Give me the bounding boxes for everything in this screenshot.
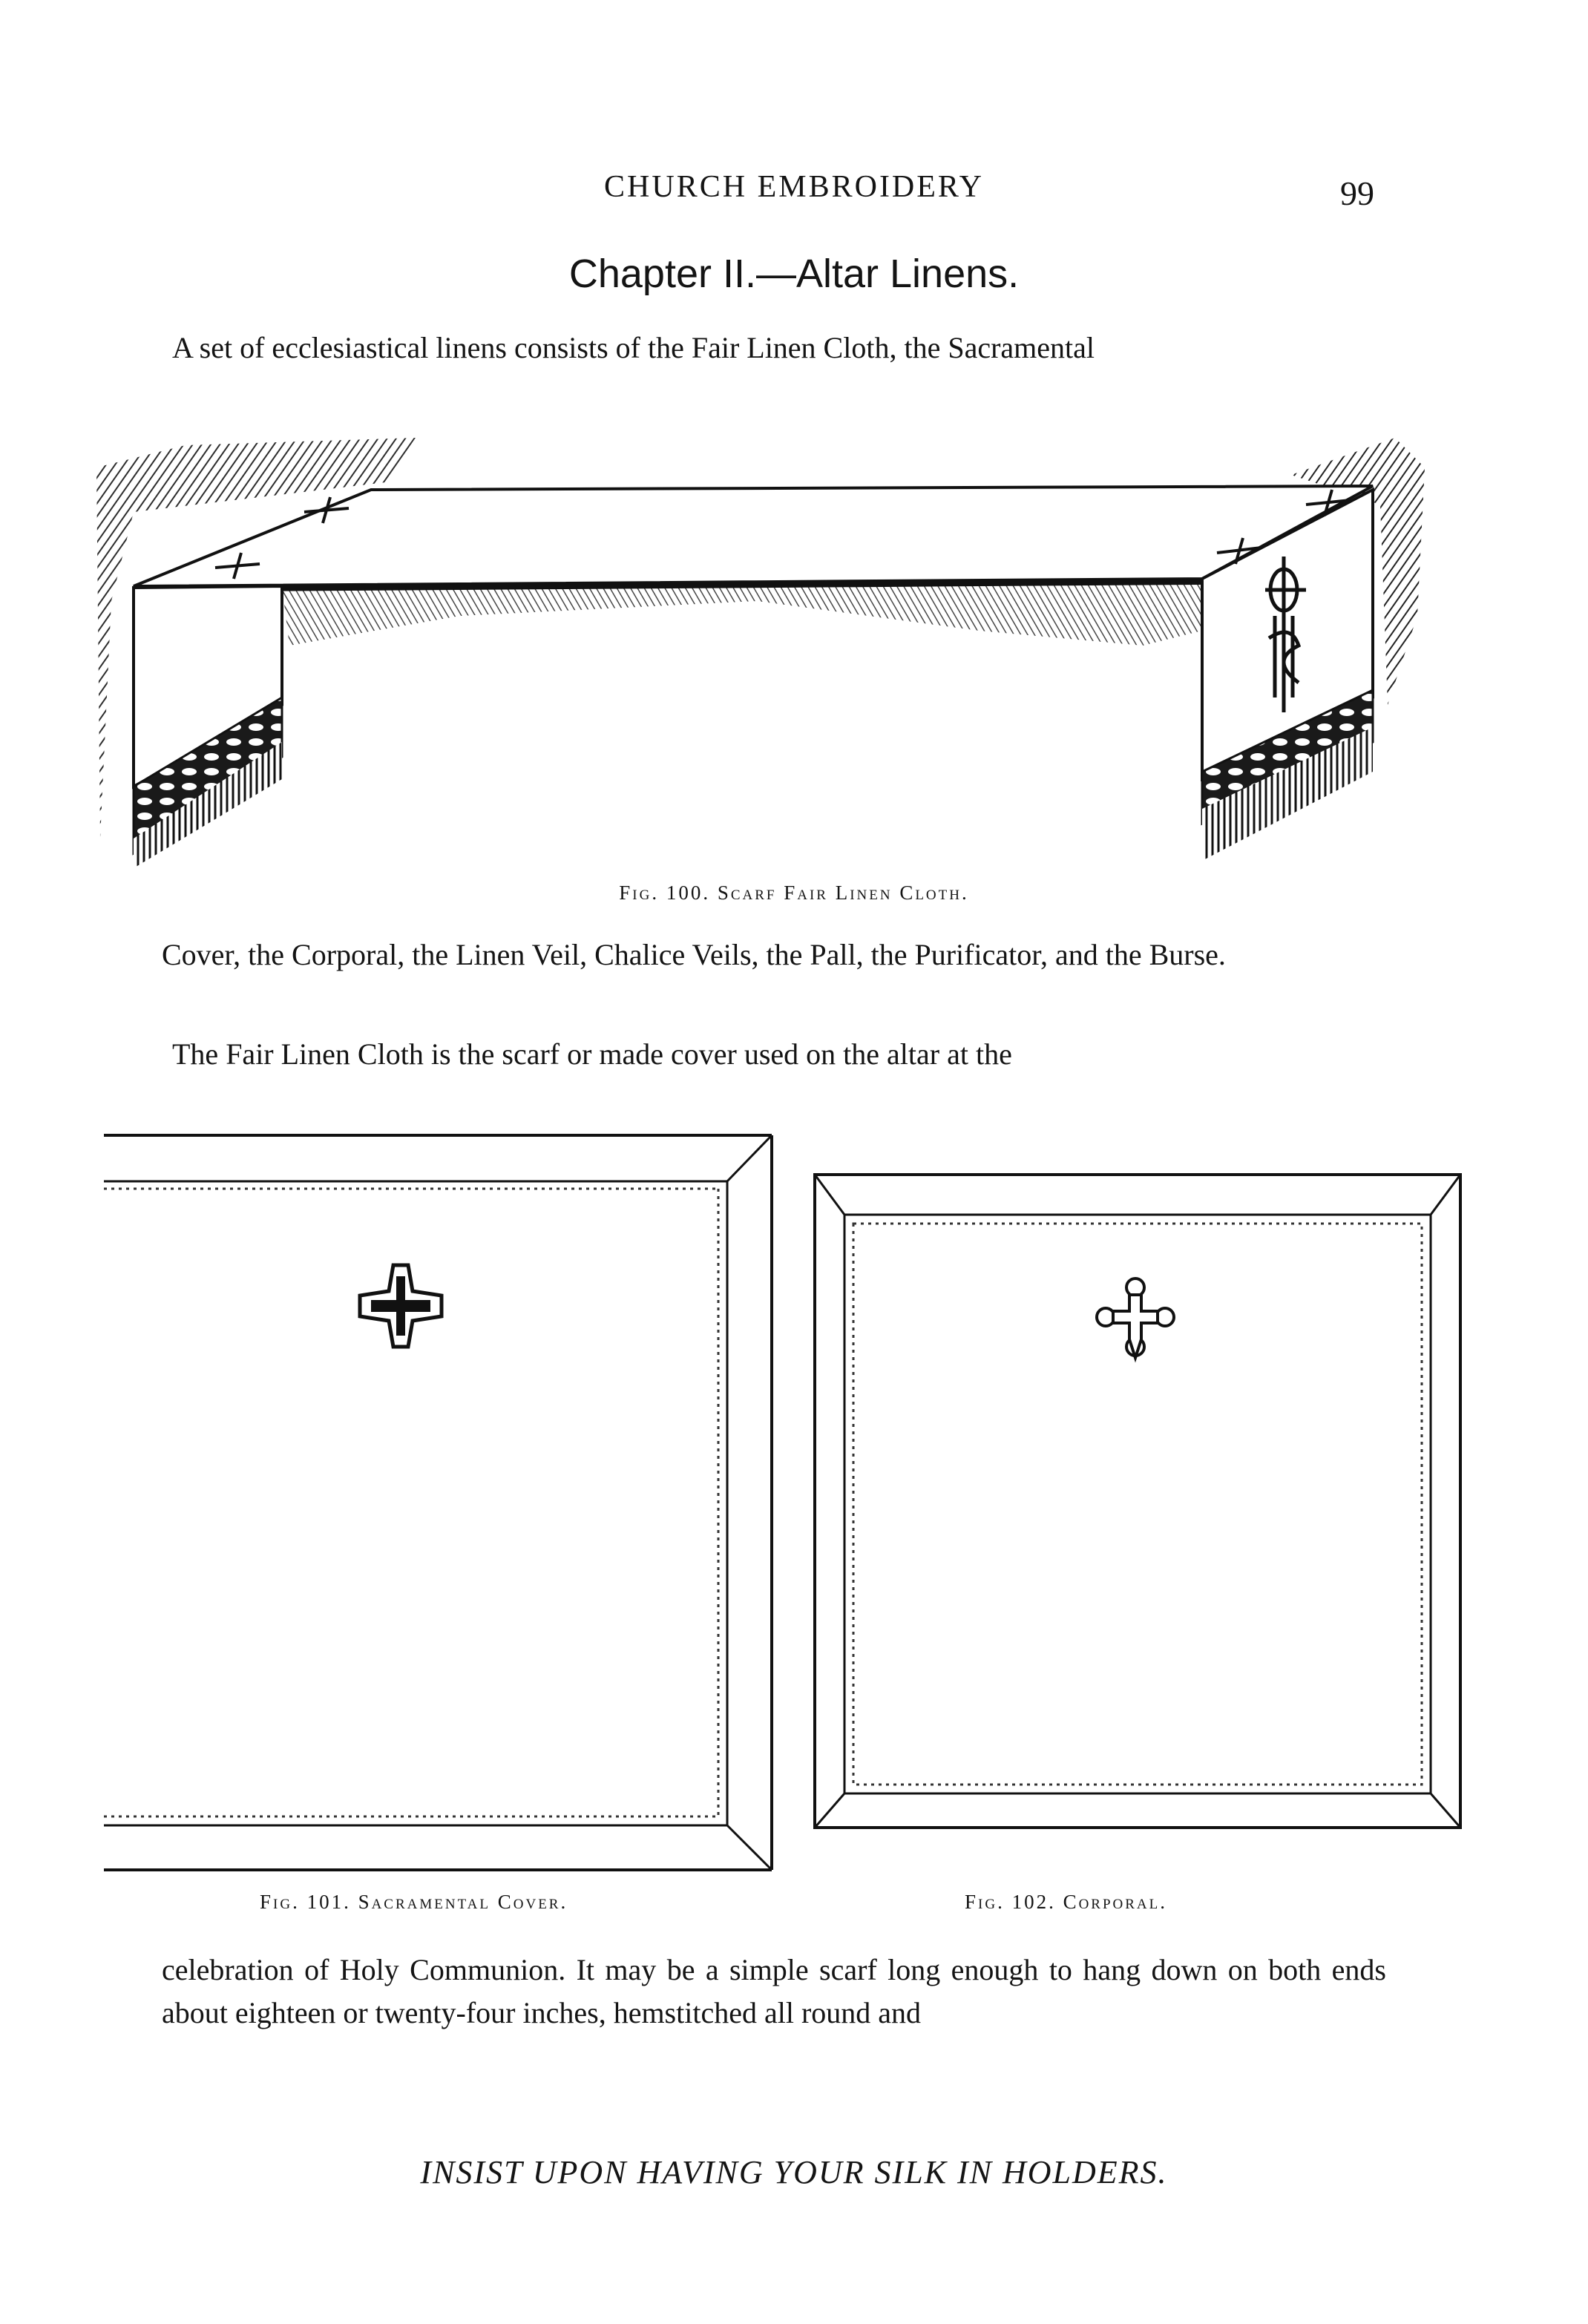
page-number: 99: [1340, 174, 1374, 212]
running-title: CHURCH EMBROIDERY: [604, 170, 984, 204]
paragraph-intro: A set of ecclesiastical linens consists of the Fair Linen Cloth, the Sacramental: [172, 331, 1095, 364]
figure-101-sacramental-cover: [104, 1128, 787, 1877]
figure-102-caption: Fig. 102. Corporal.: [965, 1891, 1168, 1913]
footer-notice: INSIST UPON HAVING YOUR SILK IN HOLDERS.: [420, 2154, 1168, 2190]
figure-100-altar-scarf: [89, 423, 1425, 883]
paragraph-linens-list: Cover, the Corporal, the Linen Veil, Chalice Veils, the Pall, the Purificator, and the Burse.: [162, 938, 1226, 971]
chapter-title: Chapter II.—Altar Linens.: [568, 252, 1020, 296]
figure-102-corporal: [809, 1169, 1469, 1836]
paragraph-fair-linen: The Fair Linen Cloth is the scarf or made cover used on the altar at the: [172, 1037, 1012, 1071]
figure-100-caption: Fig. 100. Scarf Fair Linen Cloth.: [619, 882, 969, 904]
figure-101-caption: Fig. 101. Sacramental Cover.: [260, 1891, 568, 1913]
paragraph-celebration: celebration of Holy Communion. It may be a simple scarf long enough to hang down on both ends about eighteen or twenty-four inches, hemstitched all round and: [162, 1953, 1386, 2029]
